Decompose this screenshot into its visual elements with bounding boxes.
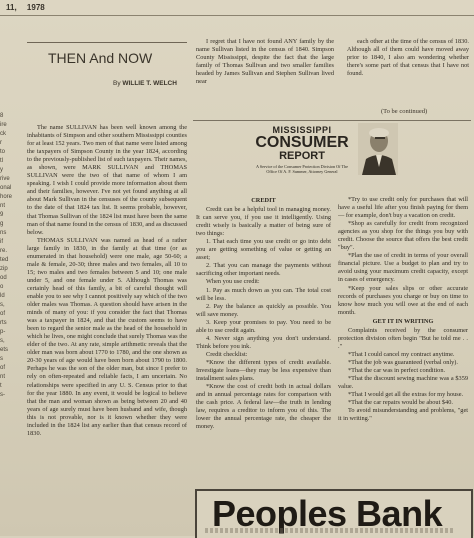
article-frame-top: [27, 42, 187, 44]
paragraph: *Know the cost of credit both in actual dollars and in annual percentage rates for comparison with the cash price. A federal law—the truth in lending law, requires a creditor to inform you of this. The lower the annual percentage rate, the cheaper the money.: [196, 383, 331, 431]
paragraph: 2. Pay the balance as quickly as possible. You will save money.: [196, 302, 331, 318]
masthead-state: MISSISSIPPI: [272, 125, 332, 135]
report-column-2: [338, 196, 468, 496]
paragraph: *Plan the use of credit in terms of your overall financial picture. Use a budget to plan and try to avoid using your maximum credit capacity, except in cases of emergency.: [338, 252, 468, 284]
trim-fragment: s,: [0, 338, 5, 344]
trim-fragment: zip: [0, 266, 8, 272]
trim-fragment: g: [0, 221, 4, 227]
trim-fragment: hore: [0, 194, 13, 200]
article-continuation-col2: [196, 38, 334, 118]
paragraph: *Know the different types of credit available. Investigate loans—they may be less expensive than installment sales plans.: [196, 358, 331, 383]
top-rule: [0, 15, 474, 16]
article-body: [27, 124, 187, 509]
paragraph: *That the job was guaranteed (verbal only).: [348, 358, 458, 366]
page-folio: [6, 3, 53, 12]
paragraph: To avoid misunderstanding and problems, "get it in writing.": [338, 407, 468, 423]
section-heading: GET IT IN WRITING: [372, 317, 434, 325]
trim-fragment: nt: [0, 374, 6, 380]
trim-fragment: of: [0, 365, 6, 371]
paragraph: *Keep your sales slips or other accurate records of purchases you charge or buy on time to know how much you will owe at the end of each month.: [338, 284, 468, 316]
paragraph: *That the car repairs would be about $40.: [348, 399, 453, 407]
paragraph: 4. Never sign anything you don't understand. Think before you ink.: [196, 334, 331, 350]
page-number: 11,: [6, 3, 17, 12]
masthead-subtitle: A Service of the Consumer Protection Division Of The Office Of A. F. Summer, Attorney General: [255, 164, 349, 175]
paragraph: Complaints received by the consumer protection division often begin "But he told me . . .": [338, 326, 468, 350]
trim-fragment: 9: [0, 212, 4, 218]
paragraph: When you use credit:: [206, 278, 260, 286]
trim-fragment: y: [0, 167, 3, 173]
paragraph: The name SULLIVAN has been well known among the inhabitants of Simpson and other southern Mississippi counties for at least 152 years. Two men of that name were listed among the taxpayers of Simpson County in the year 1824, according to the previously-published list of such taxpayers. Their names, as shown, were MARK SULLIVAN and THOMAS SULLIVAN were the two of that name of whom I am speaking. I wish I could provide more information about them and their families, however. I've not yet found anything at all about Mark Sullivan in the censuses of the county subsequent to the date of that 1824 tax list. It seems probable, however, that Thomas Sullivan of the 1824 list must have been the same man of that name found in the census of 1830, and as discussed below.: [27, 124, 187, 236]
adjacent-column-fragment: [0, 112, 22, 492]
article-headline: THEN And NOW: [48, 50, 153, 66]
trim-fragment: s: [0, 356, 3, 362]
trim-fragment: re.: [0, 248, 8, 254]
trim-fragment: ck: [0, 131, 6, 137]
report-masthead: [252, 125, 352, 174]
trim-fragment: r: [0, 140, 2, 146]
paragraph: *That the car was in perfect condition.: [348, 366, 446, 374]
trim-fragment: ld: [0, 293, 5, 299]
trim-fragment: of: [0, 311, 6, 317]
trim-fragment: od: [0, 275, 7, 281]
bank-ad-name: Peoples Bank: [212, 493, 443, 534]
masthead-report: REPORT: [279, 150, 325, 162]
report-column-1: [196, 196, 331, 496]
trim-fragment: rive: [0, 176, 10, 182]
bank-ad-strip: [205, 528, 455, 533]
paragraph: *Shop as carefully for credit from recognized agencies as you shop for the things you buy with credit. Choose the source that offers the best credit "buy".: [338, 220, 468, 252]
paragraph: 1. That each time you use credit or go into debt you are getting something of value or getting an asset;: [196, 238, 331, 262]
trim-fragment: s-: [0, 392, 5, 398]
trim-fragment: 8: [0, 113, 4, 119]
year: 1978: [26, 3, 45, 12]
paragraph: Credit checklist:: [206, 350, 248, 358]
paragraph: *That the discount sewing machine was a $359 value.: [338, 375, 468, 391]
paragraph: *That I could cancel my contract anytime.: [348, 350, 455, 358]
paragraph: each other at the time of the census of 1830. Although all of them could have moved away prior to 1840, I also am wondering whether there's some part of that census that I have not found.: [347, 38, 469, 78]
paragraph: *Try to use credit only for purchases that will have a useful life after you finish paying for them — for example, don't buy a vacation on credit.: [338, 196, 468, 220]
section-rule: [193, 120, 471, 121]
trim-fragment: onal: [0, 185, 12, 191]
trim-fragment: nt: [0, 203, 6, 209]
trim-fragment: ets: [0, 347, 9, 353]
paragraph: 1. Pay as much down as you can. The total cost will be less.: [196, 286, 331, 302]
trim-fragment: if: [0, 239, 3, 245]
trim-fragment: rts: [0, 320, 7, 326]
section-heading: CREDIT: [251, 197, 276, 204]
trim-fragment: s,: [0, 302, 5, 308]
byline-prefix: By: [113, 80, 121, 87]
trim-fragment: o: [0, 284, 4, 290]
paragraph: *That I would get all the extras for my house.: [348, 391, 464, 399]
to-be-continued: (To be continued): [381, 108, 428, 115]
article-continuation-col3: [347, 38, 469, 90]
paragraph: Credit can be a helpful tool in managing money. It can serve you, if you use it intelligently. Using credit wisely is basically a matter of being sure of two things:: [196, 206, 331, 238]
masthead-title: CONSUMER: [255, 134, 349, 151]
paragraph: 3. Keep your promises to pay. You need to be able to use credit again.: [196, 318, 331, 334]
trim-fragment: to: [0, 149, 6, 155]
byline: [113, 80, 177, 87]
trim-fragment: p-: [0, 329, 6, 335]
paragraph: I regret that I have not found ANY family by the name Sullivan listed in the census of 1840. Simpson County Mississippi, despite the fact that the large family of Thomas Sullivan and two smaller families headed by James Sullivan and Stephen Sullivan lived near: [196, 38, 334, 86]
attorney-general-photo: [358, 123, 398, 175]
trim-fragment: ted: [0, 257, 9, 263]
trim-fragment: ire: [0, 122, 7, 128]
trim-fragment: t: [0, 383, 2, 389]
paragraph: THOMAS SULLIVAN was named as head of a rather large family in 1830, in the family at that time (or as enumerated in that household) were one male, age 50-60; a male & female, 20-30; three males and two females, all 10 to 15; two males and two females between 5 and 10; one male under 5, and one female under 5. Although Thomas was certainly head of this family, a bit of careful thought will enable you to see why I cannot positively say which of the two older males was Thomas. A question should have arisen in the minds of many of you: if you consider the fact that Thomas was a taxpayer in 1824, and that the custom seems to have been to regard the senior male as the head of the household in which he lives, one might conclude that surely Thomas was the elder of the two. At any rate, simple arithmetic reveals that the older man was born about 1770 to 1780, and the one shown as 20-30 years of age would have been born about 1790 to 1800. Perhaps he was the son of the older man, but since I prefer to rely on often-repeated and reliable facts, I am uncertain. No relationships were specified in any U. S. Census prior to that for the year 1880. In any event, it would be logical to believe that the man and woman shown as being between 20 and 40 years of age surely must have been husband and wife, though this is not provable, nor is it known whether they were included in the 1824 list any earlier than that census record of 1830.: [27, 236, 187, 437]
trim-fragment: tl: [0, 158, 3, 164]
byline-author: WILLIE T. WELCH: [122, 80, 177, 87]
trim-fragment: ns: [0, 230, 7, 236]
paragraph: 2. That you can manage the payments without sacrificing other important needs.: [196, 262, 331, 278]
